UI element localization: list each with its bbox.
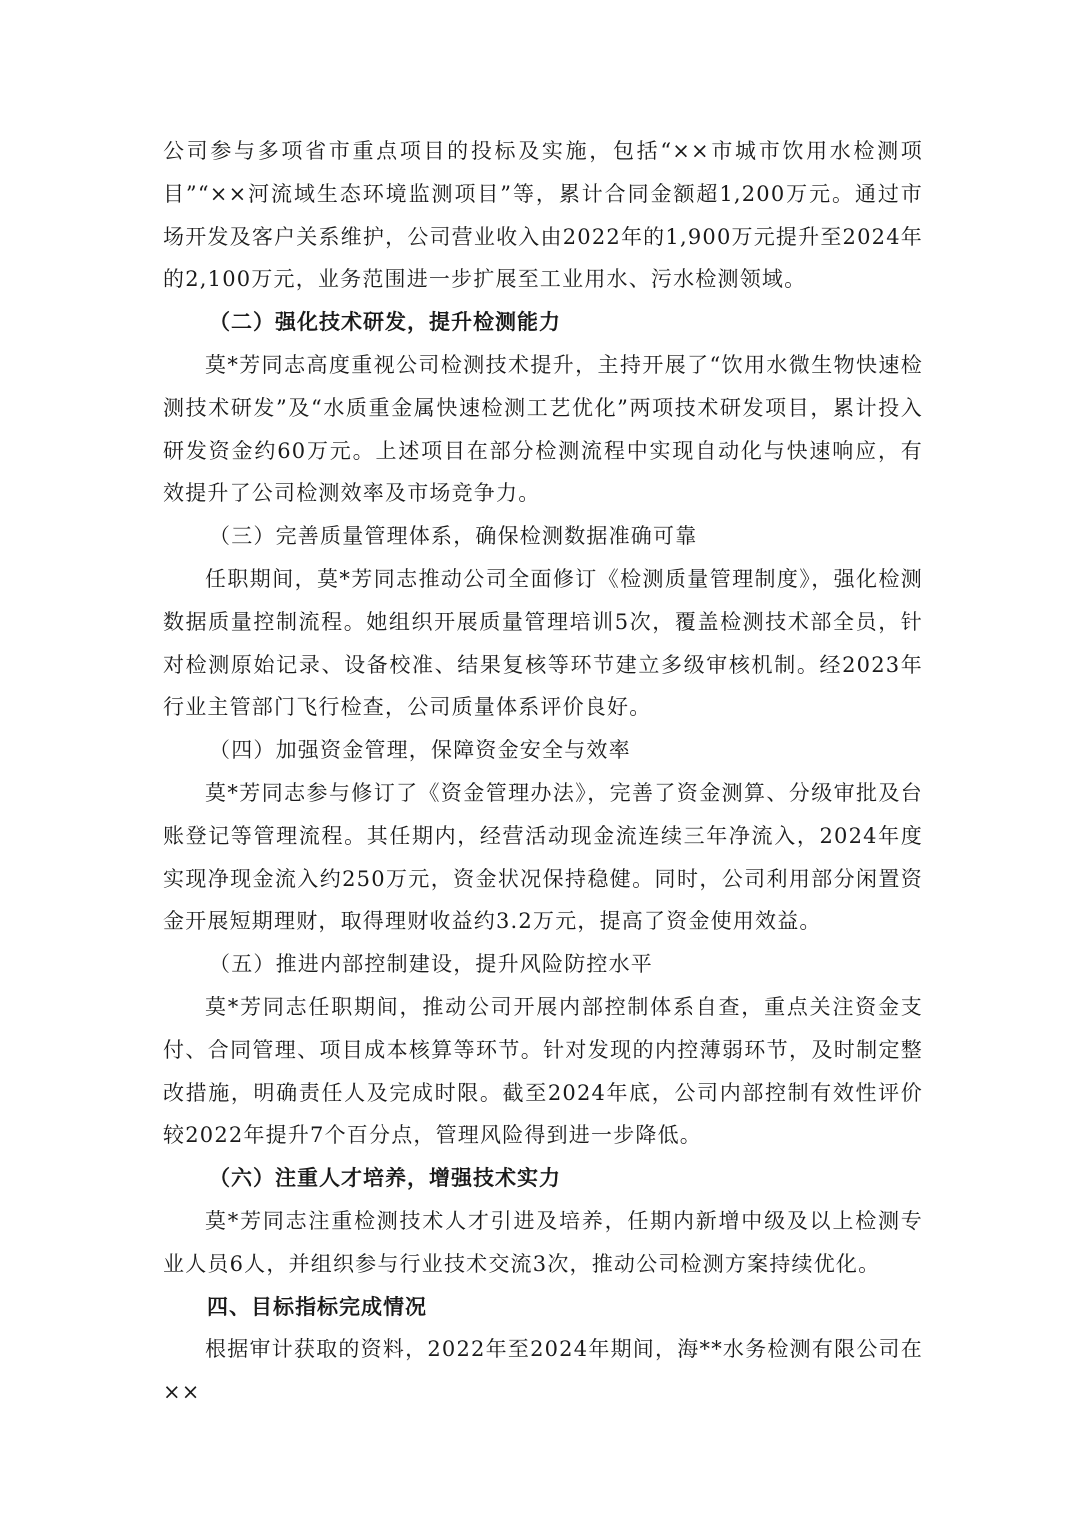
paragraph-quality-management: 任职期间，莫*芳同志推动公司全面修订《检测质量管理制度》，强化检测数据质量控制流程。她组织开展质量管理培训5次，覆盖检测技术部全员，针对检测原始记录、设备校准、结果复核等环节建立多级审核机制。经2023年行业主管部门飞行检查，公司质量体系评价良好。 (163, 566, 923, 720)
document-page (163, 130, 923, 1414)
section-title-target-completion: 四、目标指标完成情况 (207, 1294, 427, 1319)
paragraph-talent-training: 莫*芳同志注重检测技术人才引进及培养，任期内新增中级及以上检测专业人员6人，并组织参与行业技术交流3次，推动公司检测方案持续优化。 (163, 1208, 923, 1276)
paragraph-fund-management: 莫*芳同志参与修订了《资金管理办法》，完善了资金测算、分级审批及台账登记等管理流程。其任期内，经营活动现金流连续三年净流入，2024年度实现净现金流入约250万元，资金状况保持稳健。同时，公司利用部分闲置资金开展短期理财，取得理财收益约3.2万元，提高了资金使用效益。 (163, 780, 923, 934)
heading-tech-research: （二）强化技术研发，提升检测能力 (209, 310, 561, 335)
paragraph-target-completion: 根据审计获取的资料，2022年至2024年期间，海**水务检测有限公司在×× (163, 1337, 923, 1405)
heading-fund-management: （四）加强资金管理，保障资金安全与效率 (209, 738, 631, 763)
heading-internal-control: （五）推进内部控制建设，提升风险防控水平 (209, 952, 653, 977)
heading-quality-management: （三）完善质量管理体系，确保检测数据准确可靠 (209, 524, 698, 549)
paragraph-tech-research: 莫*芳同志高度重视公司检测技术提升，主持开展了“饮用水微生物快速检测技术研发”及“水质重金属快速检测工艺优化”两项技术研发项目，累计投入研发资金约60万元。上述项目在部分检测流程中实现自动化与快速响应，有效提升了公司检测效率及市场竞争力。 (163, 352, 923, 506)
paragraph-internal-control: 莫*芳同志任职期间，推动公司开展内部控制体系自查，重点关注资金支付、合同管理、项目成本核算等环节。针对发现的内控薄弱环节，及时制定整改措施，明确责任人及完成时限。截至2024年底，公司内部控制有效性评价较2022年提升7个百分点，管理风险得到进一步降低。 (163, 994, 923, 1148)
heading-talent-training: （六）注重人才培养，增强技术实力 (209, 1166, 561, 1191)
paragraph-market-development: 公司参与多项省市重点项目的投标及实施，包括“××市城市饮用水检测项目”“××河流域生态环境监测项目”等，累计合同金额超1,200万元。通过市场开发及客户关系维护，公司营业收入由2022年的1,900万元提升至2024年的2,100万元，业务范围进一步扩展至工业用水、污水检测领域。 (163, 139, 923, 292)
